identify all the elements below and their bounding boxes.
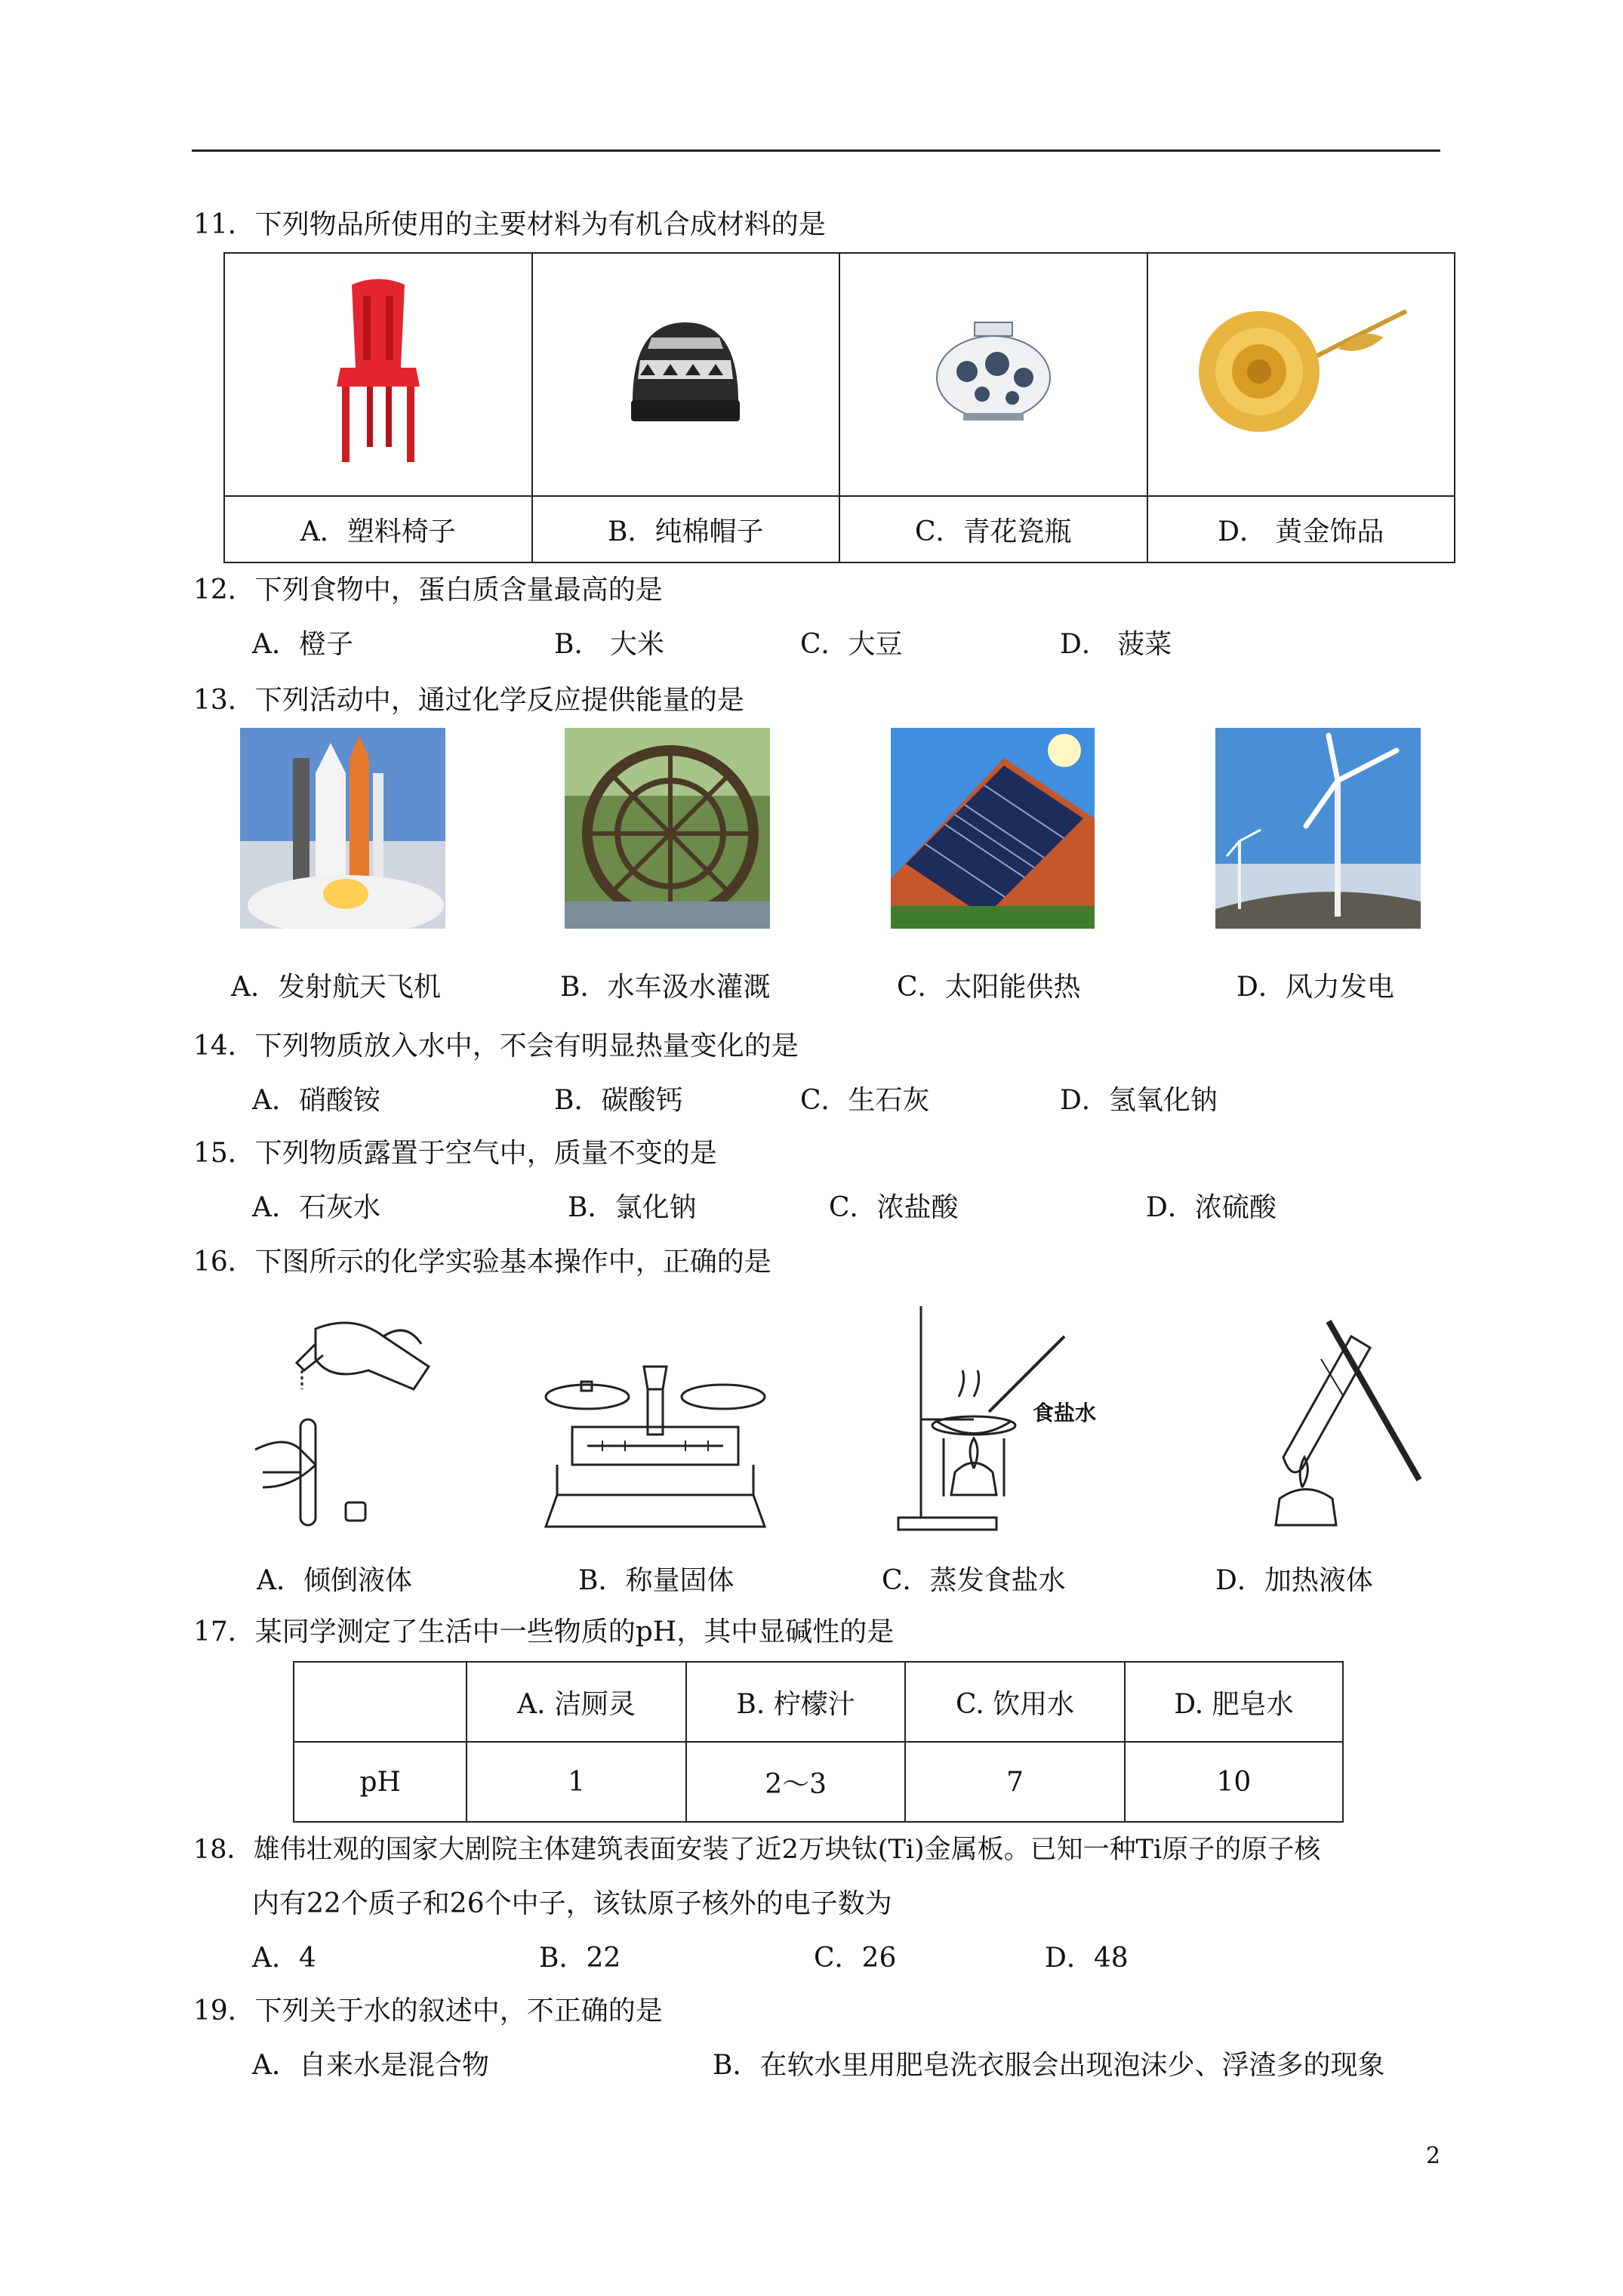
q17-value-b: 2～3 xyxy=(686,1742,906,1822)
question-15-stem: 15．下列物质露置于空气中，质量不变的是 xyxy=(193,1138,717,1169)
pouring-liquid-icon xyxy=(240,1299,444,1533)
question-19-stem: 19．下列关于水的叙述中，不正确的是 xyxy=(193,1996,663,2026)
page-number: 2 xyxy=(1426,2143,1441,2169)
question-18-stem-line1: 18．雄伟壮观的国家大剧院主体建筑表面安装了近2万块钛(Ti)金属板。已知一种Ti原子的原子核 xyxy=(193,1835,1321,1865)
solar-panel-roof-icon xyxy=(891,728,1095,929)
question-18-stem-line2: 内有22个质子和26个中子，该钛原子核外的电子数为 xyxy=(252,1888,892,1919)
q17-header-b: B. 柠檬汁 xyxy=(686,1662,906,1742)
wind-turbine-icon xyxy=(1215,728,1421,929)
q18-option-a: A．4 xyxy=(252,1943,316,1974)
balance-scale-icon xyxy=(542,1359,768,1534)
q17-ph-table xyxy=(293,1661,1344,1823)
question-13-stem: 13．下列活动中，通过化学反应提供能量的是 xyxy=(193,685,744,716)
q17-header-c: C. 饮用水 xyxy=(905,1662,1125,1742)
water-wheel-icon xyxy=(565,728,770,929)
q14-option-d: D．氢氧化钠 xyxy=(1060,1085,1218,1116)
q16-option-b: B．称量固体 xyxy=(578,1565,735,1596)
q16-option-d: D．加热液体 xyxy=(1215,1565,1373,1596)
q11-image-cell-d xyxy=(1147,253,1455,496)
question-11-stem: 11．下列物品所使用的主要材料为有机合成材料的是 xyxy=(193,209,826,240)
q13-option-b: B．水车汲水灌溉 xyxy=(560,972,771,1003)
q17-header-d: D. 肥皂水 xyxy=(1125,1662,1343,1742)
q12-option-b: B． 大米 xyxy=(554,629,664,660)
q14-option-a: A．硝酸铵 xyxy=(252,1085,380,1116)
question-17-stem: 17．某同学测定了生活中一些物质的pH，其中显碱性的是 xyxy=(193,1616,895,1647)
q19-option-a: A．自来水是混合物 xyxy=(252,2050,489,2081)
q16-option-c: C．蒸发食盐水 xyxy=(882,1565,1066,1596)
q15-option-b: B．氯化钠 xyxy=(568,1192,697,1223)
q14-option-b: B．碳酸钙 xyxy=(554,1085,683,1116)
q17-header-a: A. 洁厕灵 xyxy=(467,1662,686,1742)
q15-option-a: A．石灰水 xyxy=(252,1192,380,1223)
plastic-chair-icon xyxy=(325,277,431,466)
q11-option-table xyxy=(223,252,1455,563)
q15-option-c: C．浓盐酸 xyxy=(829,1192,959,1223)
heating-test-tube-icon xyxy=(1230,1306,1427,1534)
q15-option-d: D．浓硫酸 xyxy=(1146,1192,1277,1223)
q11-image-cell-c xyxy=(839,253,1147,496)
question-16-stem: 16．下图所示的化学实验基本操作中，正确的是 xyxy=(193,1247,771,1277)
q18-option-c: C．26 xyxy=(814,1943,897,1974)
q11-image-cell-a xyxy=(224,253,532,496)
q11-option-a: A．塑料椅子 xyxy=(224,496,532,562)
q17-value-d: 10 xyxy=(1125,1742,1343,1822)
knit-hat-icon xyxy=(629,319,742,424)
q12-option-d: D． 菠菜 xyxy=(1060,629,1172,660)
q18-option-b: B．22 xyxy=(539,1943,621,1974)
header-rule xyxy=(192,149,1440,152)
q16-option-a: A．倾倒液体 xyxy=(257,1565,412,1596)
question-12-stem: 12．下列食物中，蛋白质含量最高的是 xyxy=(193,575,663,606)
q17-row-label: pH xyxy=(294,1742,467,1822)
q11-option-b: B．纯棉帽子 xyxy=(532,496,840,562)
q17-header-empty xyxy=(294,1662,467,1742)
q13-option-a: A．发射航天飞机 xyxy=(231,972,441,1003)
q12-option-a: A．橙子 xyxy=(252,629,353,660)
q12-option-c: C．大豆 xyxy=(800,629,903,660)
q18-option-d: D．48 xyxy=(1045,1943,1129,1974)
q11-image-cell-b xyxy=(532,253,840,496)
gold-rose-icon xyxy=(1187,296,1414,447)
space-shuttle-launch-icon xyxy=(240,728,445,929)
q17-value-a: 1 xyxy=(467,1742,686,1822)
porcelain-vase-icon xyxy=(933,319,1054,424)
q17-value-c: 7 xyxy=(905,1742,1125,1822)
q13-option-d: D．风力发电 xyxy=(1236,972,1394,1003)
q11-option-d: D． 黄金饰品 xyxy=(1147,496,1455,562)
question-14-stem: 14．下列物质放入水中，不会有明显热量变化的是 xyxy=(193,1031,799,1062)
q14-option-c: C．生石灰 xyxy=(800,1085,930,1116)
q13-option-c: C．太阳能供热 xyxy=(897,972,1081,1003)
q16-figure-label: 食盐水 xyxy=(1033,1401,1097,1425)
q11-option-c: C．青花瓷瓶 xyxy=(839,496,1147,562)
q19-option-b: B．在软水里用肥皂洗衣服会出现泡沫少、浮渣多的现象 xyxy=(713,2050,1385,2081)
